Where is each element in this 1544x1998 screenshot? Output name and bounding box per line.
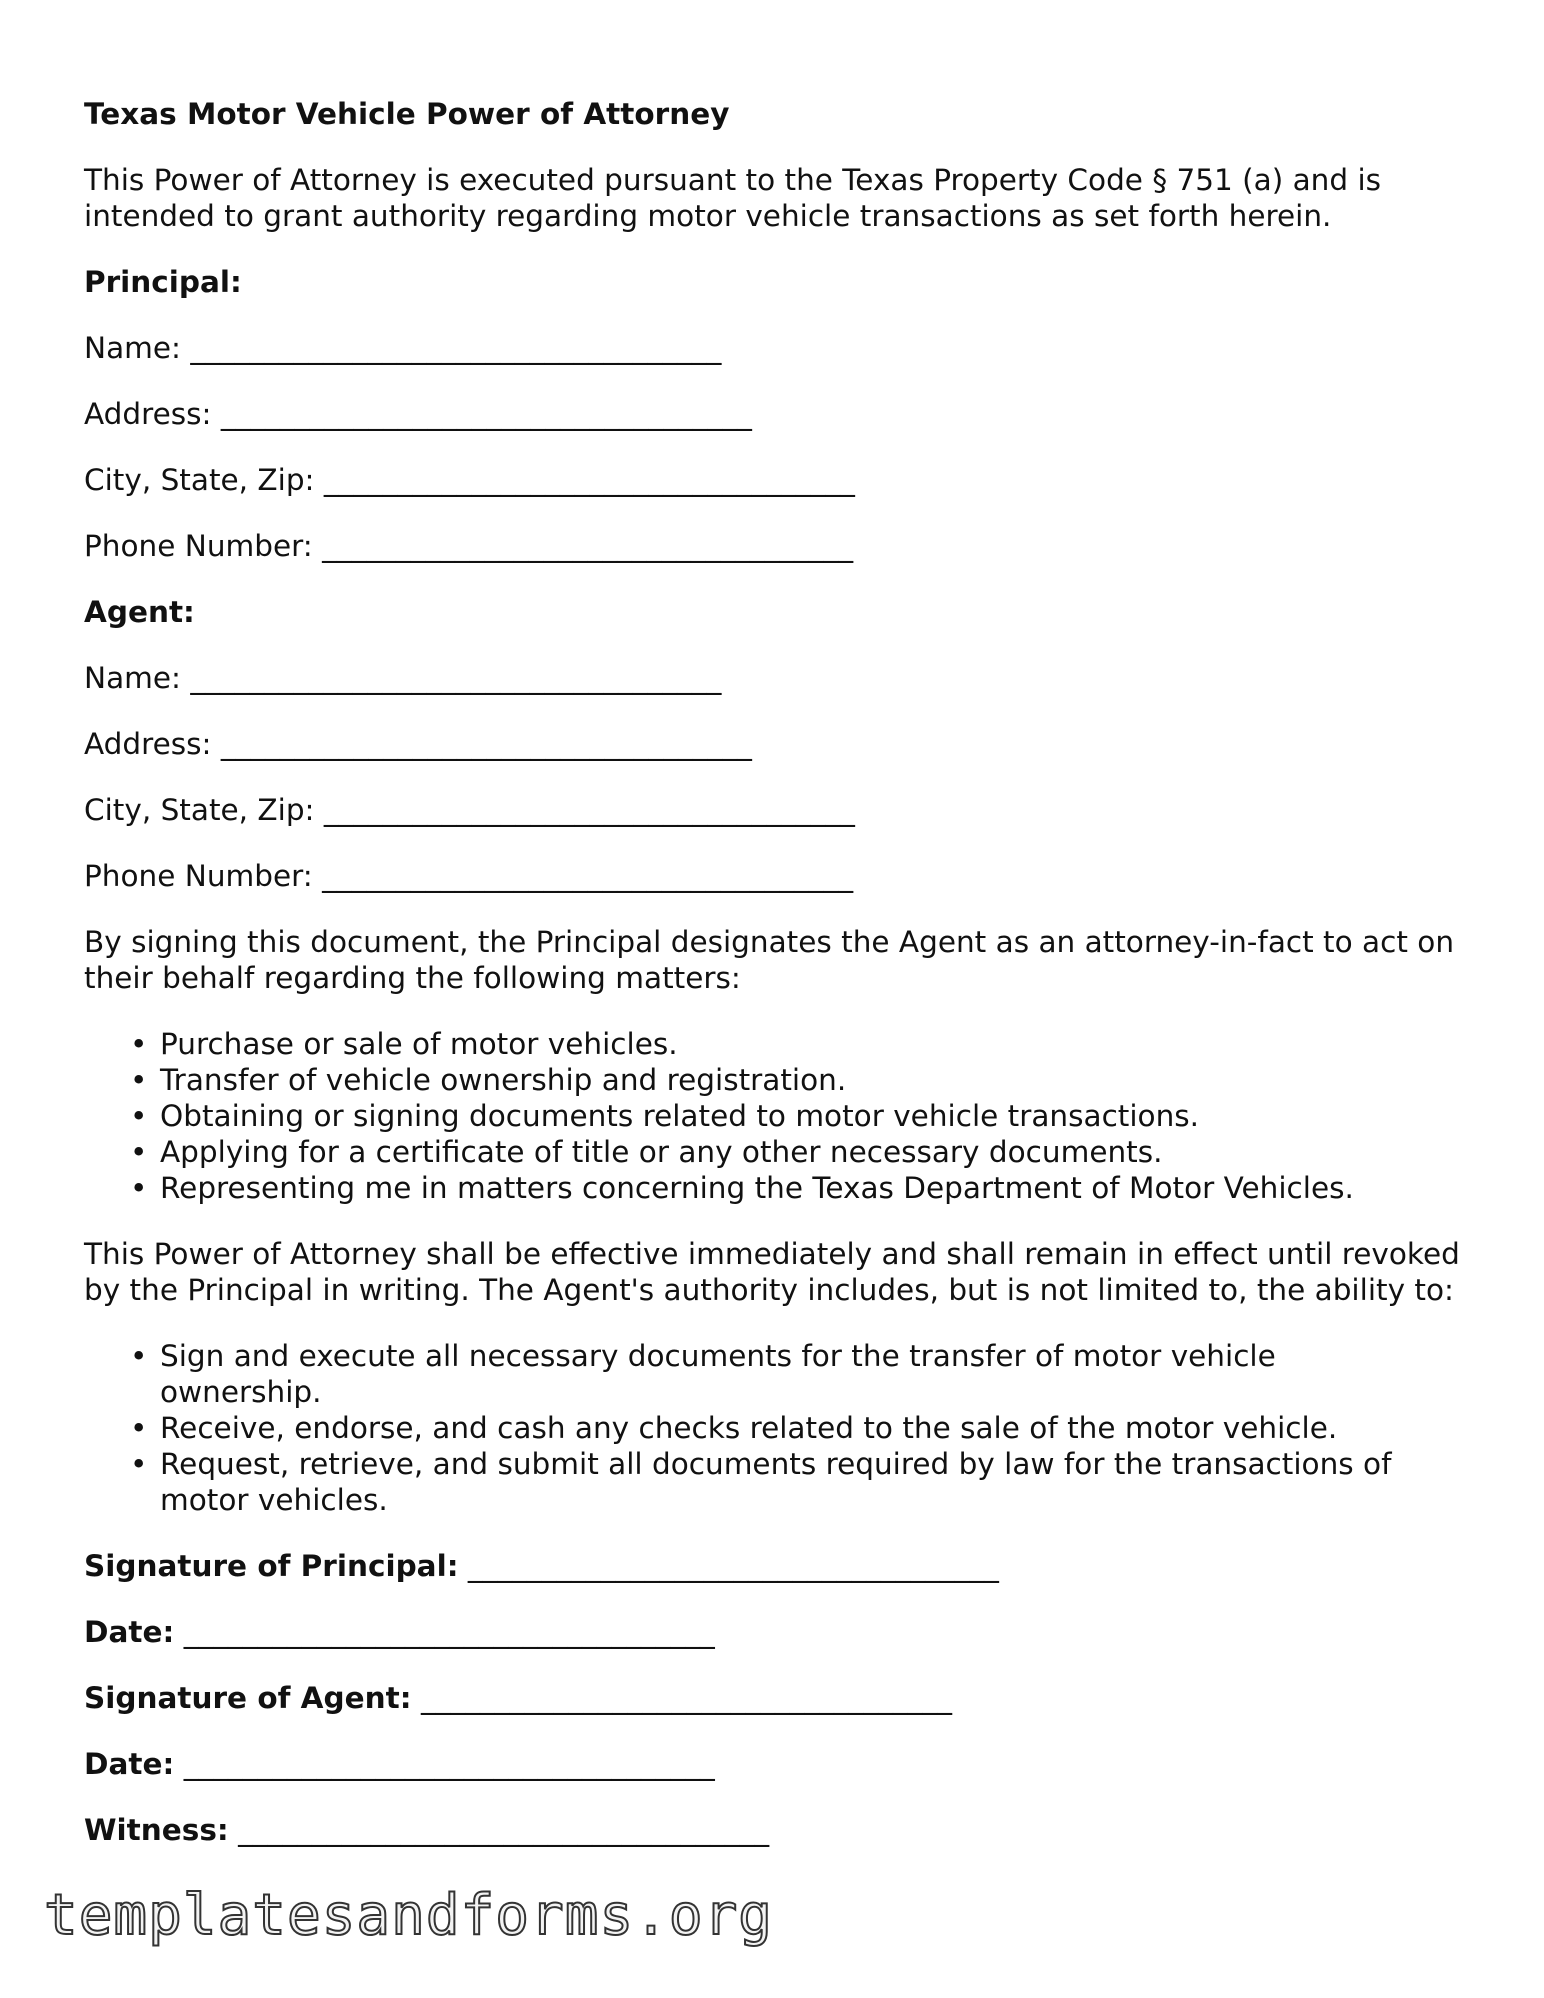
agent-address-field[interactable] xyxy=(84,726,1464,762)
principal-date-line[interactable]: ____________________________________ xyxy=(183,1615,715,1649)
principal-city-field[interactable] xyxy=(84,462,1464,498)
list-item: • Obtaining or signing documents related to motor vehicle transactions. xyxy=(160,1098,1464,1134)
agent-date-field[interactable] xyxy=(84,1746,1464,1782)
agent-date-line[interactable]: ____________________________________ xyxy=(183,1747,715,1781)
agent-phone-field[interactable] xyxy=(84,858,1464,894)
agent-city-field[interactable] xyxy=(84,792,1464,828)
agent-address-label: Address: xyxy=(84,727,212,761)
principal-address-field[interactable] xyxy=(84,396,1464,432)
agent-signature-line[interactable]: ____________________________________ xyxy=(420,1681,952,1715)
agent-name-label: Name: xyxy=(84,661,181,695)
principal-name-field[interactable] xyxy=(84,330,1464,366)
list-item: • Request, retrieve, and submit all documents required by law for the transactions of motor vehicles. xyxy=(160,1446,1424,1518)
matters-list xyxy=(84,1026,1464,1206)
list-item: • Transfer of vehicle ownership and registration. xyxy=(160,1062,1464,1098)
list-item: • Sign and execute all necessary documents for the transfer of motor vehicle ownership. xyxy=(160,1338,1424,1410)
agent-phone-line[interactable]: ____________________________________ xyxy=(322,859,854,893)
list-item: • Receive, endorse, and cash any checks related to the sale of the motor vehicle. xyxy=(160,1410,1424,1446)
agent-city-label: City, State, Zip: xyxy=(84,793,315,827)
principal-address-line[interactable]: ____________________________________ xyxy=(220,397,752,431)
agent-city-line[interactable]: ____________________________________ xyxy=(323,793,855,827)
principal-phone-line[interactable]: ____________________________________ xyxy=(322,529,854,563)
principal-name-line[interactable]: ____________________________________ xyxy=(190,331,722,365)
intro-paragraph: This Power of Attorney is executed pursuant to the Texas Property Code § 751 (a) and is intended to grant authority regarding motor vehicle transactions as set forth herein. xyxy=(84,163,1382,233)
witness-line[interactable]: ____________________________________ xyxy=(238,1813,770,1847)
principal-date-label: Date: xyxy=(84,1615,175,1649)
principal-phone-label: Phone Number: xyxy=(84,529,313,563)
effective-paragraph: This Power of Attorney shall be effective immediately and shall remain in effect until revoked by the Principal in writing. The Agent's authority includes, but is not limited to, the ability to: xyxy=(84,1237,1460,1307)
principal-name-label: Name: xyxy=(84,331,181,365)
agent-phone-label: Phone Number: xyxy=(84,859,313,893)
agent-address-line[interactable]: ____________________________________ xyxy=(220,727,752,761)
witness-label: Witness: xyxy=(84,1813,229,1847)
principal-address-label: Address: xyxy=(84,397,212,431)
principal-phone-field[interactable] xyxy=(84,528,1464,564)
abilities-list xyxy=(84,1338,1464,1518)
list-item: • Purchase or sale of motor vehicles. xyxy=(160,1026,1464,1062)
list-item: • Representing me in matters concerning the Texas Department of Motor Vehicles. xyxy=(160,1170,1464,1206)
principal-signature-label: Signature of Principal: xyxy=(84,1549,459,1583)
agent-signature-field[interactable] xyxy=(84,1680,1464,1716)
document-page xyxy=(84,96,1464,1878)
principal-city-line[interactable]: ____________________________________ xyxy=(323,463,855,497)
principal-heading: Principal: xyxy=(84,265,242,299)
principal-city-label: City, State, Zip: xyxy=(84,463,315,497)
list-item: • Applying for a certificate of title or any other necessary documents. xyxy=(160,1134,1464,1170)
witness-field[interactable] xyxy=(84,1812,1464,1848)
principal-date-field[interactable] xyxy=(84,1614,1464,1650)
agent-heading: Agent: xyxy=(84,595,195,629)
document-title: Texas Motor Vehicle Power of Attorney xyxy=(84,97,730,131)
designation-paragraph: By signing this document, the Principal designates the Agent as an attorney-in-fact to act on their behalf regarding the following matters: xyxy=(84,925,1455,995)
agent-signature-label: Signature of Agent: xyxy=(84,1681,412,1715)
agent-name-field[interactable] xyxy=(84,660,1464,696)
watermark: templatesandforms.org xyxy=(44,1883,774,1948)
principal-signature-field[interactable] xyxy=(84,1548,1464,1584)
agent-date-label: Date: xyxy=(84,1747,175,1781)
agent-name-line[interactable]: ____________________________________ xyxy=(190,661,722,695)
principal-signature-line[interactable]: ____________________________________ xyxy=(467,1549,999,1583)
